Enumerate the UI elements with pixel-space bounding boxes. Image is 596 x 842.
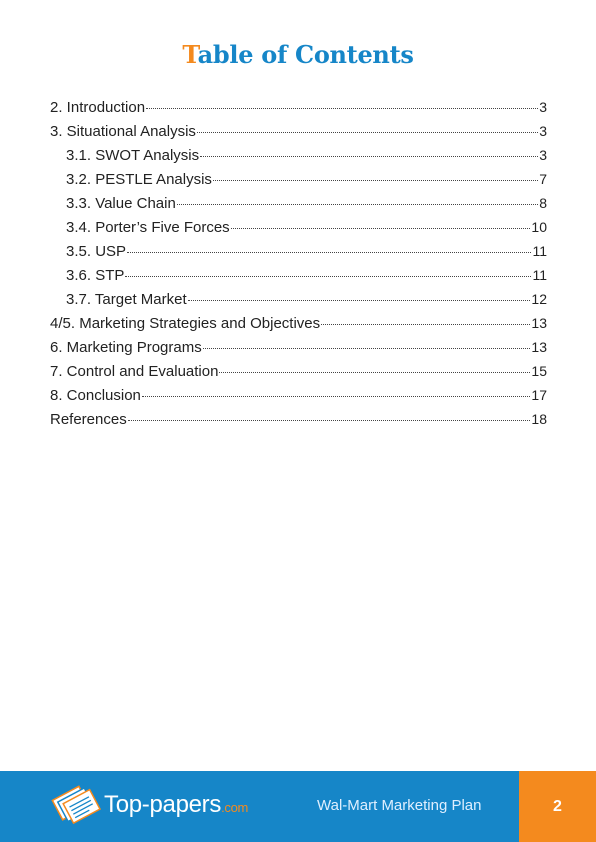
toc-entry-label: . Marketing Programs — [58, 339, 202, 356]
brand-name — [104, 791, 248, 819]
dot-leader — [177, 203, 538, 205]
dot-leader — [125, 275, 531, 277]
brand-domain: .com — [221, 800, 249, 815]
toc-entry-number: 7 — [50, 363, 59, 380]
title-first-letter: T — [182, 40, 198, 69]
toc-entry-page: 11 — [532, 267, 547, 283]
toc-entry-number: 8 — [50, 387, 59, 404]
toc-entry-number: 4/5 — [50, 315, 71, 332]
footer — [0, 771, 596, 842]
toc-entry-number: 3.6 — [66, 267, 87, 284]
toc-entry-page: 3 — [539, 123, 547, 139]
toc-entry-number: 6 — [50, 339, 59, 356]
stacked-papers-icon — [48, 785, 108, 827]
dot-leader — [231, 227, 531, 229]
toc-entry-page: 10 — [531, 219, 547, 235]
dot-leader — [188, 299, 531, 301]
toc-entry[interactable] — [50, 191, 547, 215]
toc-entry-page: 3 — [539, 147, 547, 163]
dot-leader — [127, 251, 531, 253]
toc-entry-page: 15 — [531, 363, 547, 379]
toc-entry-number: 3.5 — [66, 243, 87, 260]
toc-entry-label: . Target Market — [86, 291, 187, 308]
toc-entry-label: . PESTLE Analysis — [86, 171, 212, 188]
toc-entry-label: . Marketing Strategies and Objectives — [70, 315, 321, 332]
table-of-contents — [50, 95, 547, 431]
dot-leader — [200, 155, 538, 157]
dot-leader — [203, 347, 531, 349]
toc-entry-number: 2 — [50, 99, 59, 116]
dot-leader — [213, 179, 538, 181]
toc-entry[interactable] — [50, 95, 547, 119]
toc-entry[interactable] — [50, 167, 547, 191]
toc-entry-page: 8 — [539, 195, 547, 211]
toc-entry[interactable] — [50, 143, 547, 167]
toc-entry-page: 3 — [539, 99, 547, 115]
toc-entry-number: 3.2 — [66, 171, 87, 188]
toc-entry-page: 7 — [539, 171, 547, 187]
toc-entry-label: . Introduction — [58, 99, 146, 116]
toc-entry-number: 3.1 — [66, 147, 87, 164]
toc-entry-page: 12 — [531, 291, 547, 307]
toc-entry[interactable] — [50, 119, 547, 143]
toc-entry-label: . Porter’s Five Forces — [86, 219, 230, 236]
toc-entry[interactable] — [50, 287, 547, 311]
toc-entry[interactable] — [50, 215, 547, 239]
toc-entry-label: . Value Chain — [86, 195, 176, 212]
toc-entry-page: 13 — [531, 315, 547, 331]
toc-entry-number: 3 — [50, 123, 59, 140]
dot-leader — [321, 323, 530, 325]
toc-entry-label: . STP — [86, 267, 125, 284]
toc-entry-number: 3.7 — [66, 291, 87, 308]
dot-leader — [142, 395, 531, 397]
toc-entry[interactable] — [50, 311, 547, 335]
brand-text: Top-papers — [104, 791, 222, 818]
toc-entry-label: . USP — [86, 243, 127, 260]
toc-entry-label: . Control and Evaluation — [58, 363, 219, 380]
document-title: Wal-Mart Marketing Plan — [317, 797, 482, 814]
toc-entry[interactable] — [50, 359, 547, 383]
toc-entry-page: 13 — [531, 339, 547, 355]
toc-entry[interactable] — [50, 239, 547, 263]
toc-entry-label: . Conclusion — [58, 387, 141, 404]
toc-entry[interactable] — [50, 263, 547, 287]
toc-entry-page: 18 — [531, 411, 547, 427]
toc-entry-number: 3.3 — [66, 195, 87, 212]
page-number: 2 — [519, 771, 596, 842]
dot-leader — [128, 419, 531, 421]
toc-entry-label: References — [50, 411, 127, 428]
page-title — [0, 40, 596, 69]
dot-leader — [219, 371, 530, 373]
dot-leader — [146, 107, 538, 109]
toc-entry-page: 11 — [532, 243, 547, 259]
toc-entry[interactable] — [50, 383, 547, 407]
toc-entry-label: . Situational Analysis — [58, 123, 196, 140]
toc-entry[interactable] — [50, 335, 547, 359]
toc-entry-page: 17 — [531, 387, 547, 403]
title-rest: able of Contents — [197, 40, 414, 69]
dot-leader — [197, 131, 538, 133]
toc-entry[interactable] — [50, 407, 547, 431]
toc-entry-number: 3.4 — [66, 219, 87, 236]
toc-entry-label: . SWOT Analysis — [86, 147, 200, 164]
